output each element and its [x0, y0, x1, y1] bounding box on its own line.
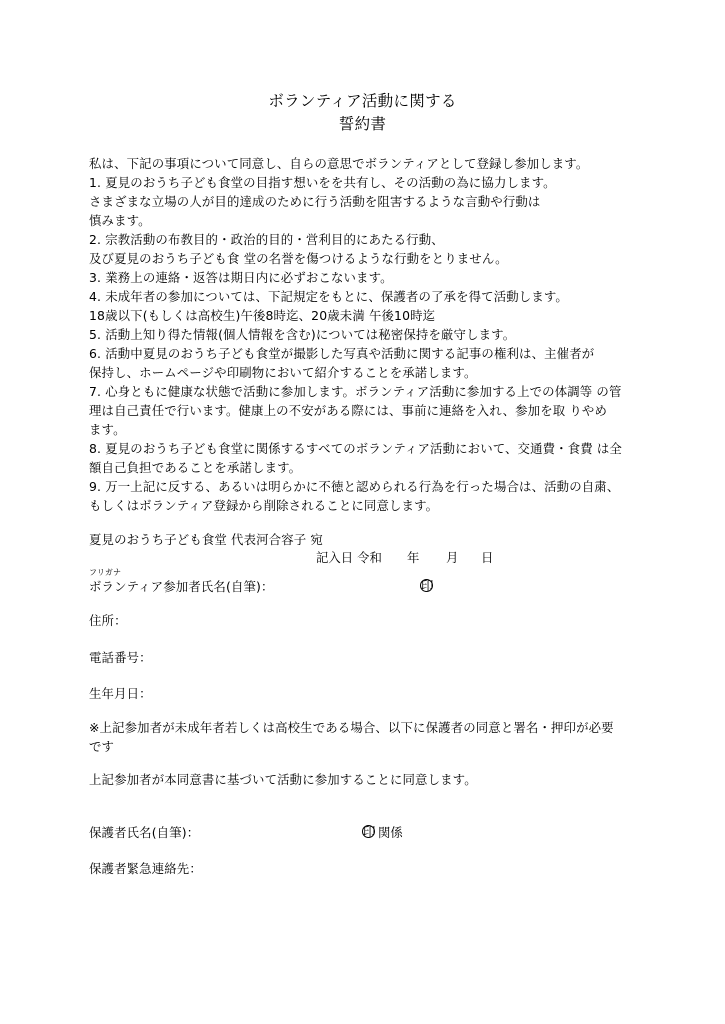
pledge-item-4-cont: 18歳以下(もしくは高校生)午後8時迄、20歳未満 午後10時迄	[89, 308, 436, 323]
volunteer-name-label: ボランティア参加者氏名(自筆)：	[89, 579, 274, 594]
pledge-item-1: 1. 夏見のおうち子ども食堂の目指す想いをを共有し、その活動の為に協力します。	[89, 175, 556, 190]
pledge-item-5: 5. 活動上知り得た情報(個人情報を含む)については秘密保持を厳守します。	[89, 327, 516, 342]
pledge-item-7-cont2: ます。	[89, 422, 126, 437]
address-label: 住所：	[89, 613, 127, 628]
date-month-label: 月	[446, 550, 459, 565]
furigana-label: フリガナ	[89, 568, 122, 577]
document-title: ボランティア活動に関する	[268, 92, 457, 110]
pledge-item-1-cont: さまざまな立場の人が目的達成のために行う活動を阻害するような言動や行動は	[89, 194, 541, 209]
guardian-name-label: 保護者氏名(自筆)：	[89, 825, 200, 840]
relation-label: 関係	[378, 825, 403, 840]
pledge-intro: 私は、下記の事項について同意し、自らの意思でボランティアとして登録し参加します。	[89, 156, 589, 171]
pledge-item-9: 9. 万一上記に反する、あるいは明らかに不徳と認められる行為を行った場合は、活動の自粛、	[89, 479, 620, 494]
pledge-item-1-cont2: 慎みます。	[89, 213, 151, 228]
document-subtitle: 誓約書	[338, 115, 387, 133]
birthdate-label: 生年月日：	[89, 686, 152, 701]
pledge-item-9-cont: もしくはボランティア登録から削除されることに同意します。	[89, 498, 439, 513]
pledge-item-2-cont: 及び夏見のおうち子ども食 堂の名誉を傷つけるような行動をとりません。	[89, 251, 508, 266]
pledge-item-8-cont: 額自己負担であることを承諾します。	[89, 460, 302, 475]
pledge-item-3: 3. 業務上の連絡・返答は期日内に必ずおこないます。	[89, 270, 393, 285]
date-year-label: 年	[407, 550, 420, 565]
date-label: 記入日 令和	[316, 550, 382, 565]
guardian-seal-mark: 印	[363, 824, 376, 839]
addressee: 夏見のおうち子ども食堂 代表河合容子 宛	[89, 532, 323, 547]
pledge-item-4: 4. 未成年者の参加については、下記規定をもとに、保護者の了承を得て活動します。	[89, 289, 568, 304]
pledge-item-7: 7. 心身ともに健康な状態で活動に参加します。ボランティア活動に参加する上での体調等 の管	[89, 384, 622, 399]
pledge-item-6: 6. 活動中夏見のおうち子ども食堂が撮影した写真や活動に関する記事の権利は、主催者が	[89, 346, 595, 361]
emergency-contact-label: 保護者緊急連絡先：	[89, 861, 202, 876]
pledge-item-8: 8. 夏見のおうち子ども食堂に関係するすべてのボランティア活動において、交通費・食費 は全	[89, 441, 622, 456]
date-day-label: 日	[481, 550, 494, 565]
guardian-note: ※上記参加者が未成年者若しくは高校生である場合、以下に保護者の同意と署名・押印が必要	[89, 720, 614, 735]
guardian-note-cont: です	[89, 739, 115, 754]
pledge-item-7-cont: 理は自己責任で行います。健康上の不安がある際には、事前に連絡を入れ、参加を取 りやめ	[89, 403, 608, 418]
guardian-consent-statement: 上記参加者が本同意書に基づいて活動に参加することに同意します。	[89, 772, 477, 787]
pledge-item-6-cont: 保持し、ホームページや印刷物において紹介することを承諾します。	[89, 365, 477, 380]
pledge-item-2: 2. 宗教活動の布教目的・政治的目的・営利目的にあたる行動、	[89, 232, 444, 247]
phone-label: 電話番号：	[89, 650, 152, 665]
seal-mark: 印	[421, 578, 434, 593]
